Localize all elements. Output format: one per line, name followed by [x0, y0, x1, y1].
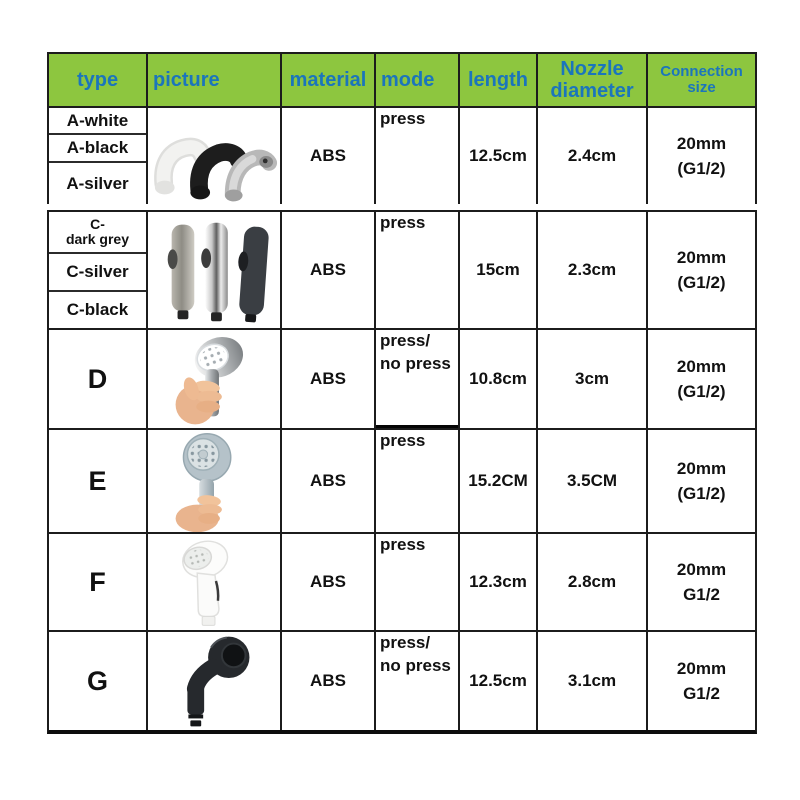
nozzle-cell-e: 3.5CM [538, 430, 648, 532]
nozzle-cell-a: 2.4cm [538, 108, 648, 204]
material-cell-f: ABS [282, 534, 376, 630]
spec-table-bottom [47, 210, 757, 734]
col-header-picture-label: picture [153, 69, 220, 91]
connection-cell-a: 20mm (G1/2) [676, 133, 727, 178]
type-c-black: C-black [66, 300, 129, 320]
type-cell-g: G [49, 632, 148, 730]
table-row-f [49, 532, 755, 630]
type-cell-d: D [49, 330, 148, 428]
material-cell-c: ABS [282, 212, 376, 328]
product-photo-a [148, 108, 282, 204]
mode-cell-c: press [376, 212, 460, 328]
col-header-nozzle-diameter [538, 54, 648, 106]
type-cell-f: F [49, 534, 148, 630]
length-cell-c: 15cm [460, 212, 538, 328]
product-photo-f [148, 534, 282, 630]
connection-cell-c: 20mm (G1/2) [676, 247, 727, 292]
type-cell-e: E [49, 430, 148, 532]
length-cell-g: 12.5cm [460, 632, 538, 730]
spec-table-top [47, 52, 757, 204]
col-header-material-label: material [289, 69, 367, 91]
material-cell-a: ABS [282, 108, 376, 204]
col-header-connection-size-label: Connection size [660, 62, 743, 96]
col-header-connection-size [648, 54, 755, 106]
mode-cell-a: press [376, 108, 460, 204]
connection-cell-e: 20mm (G1/2) [676, 458, 727, 503]
table-row-g [49, 630, 755, 730]
material-cell-e: ABS [282, 430, 376, 532]
connection-cell-f: 20mm G1/2 [676, 559, 727, 604]
material-cell-d: ABS [282, 330, 376, 428]
nozzle-cell-c: 2.3cm [538, 212, 648, 328]
table-row-c [49, 212, 755, 328]
col-header-mode [376, 54, 460, 106]
col-header-material [282, 54, 376, 106]
nozzle-cell-d: 3cm [538, 330, 648, 428]
length-cell-a: 12.5cm [460, 108, 538, 204]
connection-cell-g: 20mm G1/2 [676, 658, 727, 703]
type-a-white: A-white [49, 108, 146, 135]
product-photo-e [148, 430, 282, 532]
table-row-e [49, 428, 755, 532]
col-header-picture [148, 54, 282, 106]
col-header-length [460, 54, 538, 106]
mode-cell-e: press [376, 430, 460, 532]
nozzle-cell-f: 2.8cm [538, 534, 648, 630]
mode-cell-f: press [376, 534, 460, 630]
length-cell-f: 12.3cm [460, 534, 538, 630]
col-header-nozzle-diameter-label: Nozzle diameter [550, 58, 634, 102]
type-a-silver: A-silver [66, 173, 129, 193]
type-c-silver: C-silver [49, 254, 146, 292]
col-header-mode-label: mode [381, 69, 435, 91]
type-cell-c [49, 212, 148, 328]
product-photo-g [148, 632, 282, 730]
product-photo-c [148, 212, 282, 328]
header-row [49, 54, 755, 108]
type-cell-a [49, 108, 148, 204]
material-cell-g: ABS [282, 632, 376, 730]
table-row-a [49, 108, 755, 204]
col-header-type [49, 54, 148, 106]
length-cell-d: 10.8cm [460, 330, 538, 428]
type-a-black: A-black [49, 135, 146, 163]
table-row-d [49, 328, 755, 428]
mode-cell-g: press/ no press [376, 632, 460, 730]
nozzle-cell-g: 3.1cm [538, 632, 648, 730]
col-header-length-label: length [468, 69, 528, 91]
length-cell-e: 15.2CM [460, 430, 538, 532]
connection-cell-d: 20mm (G1/2) [676, 356, 727, 401]
col-header-type-label: type [76, 69, 119, 91]
product-photo-d [148, 330, 282, 428]
mode-cell-d: press/ no press [376, 330, 460, 428]
type-c-dark-grey: C- dark grey [49, 212, 146, 254]
